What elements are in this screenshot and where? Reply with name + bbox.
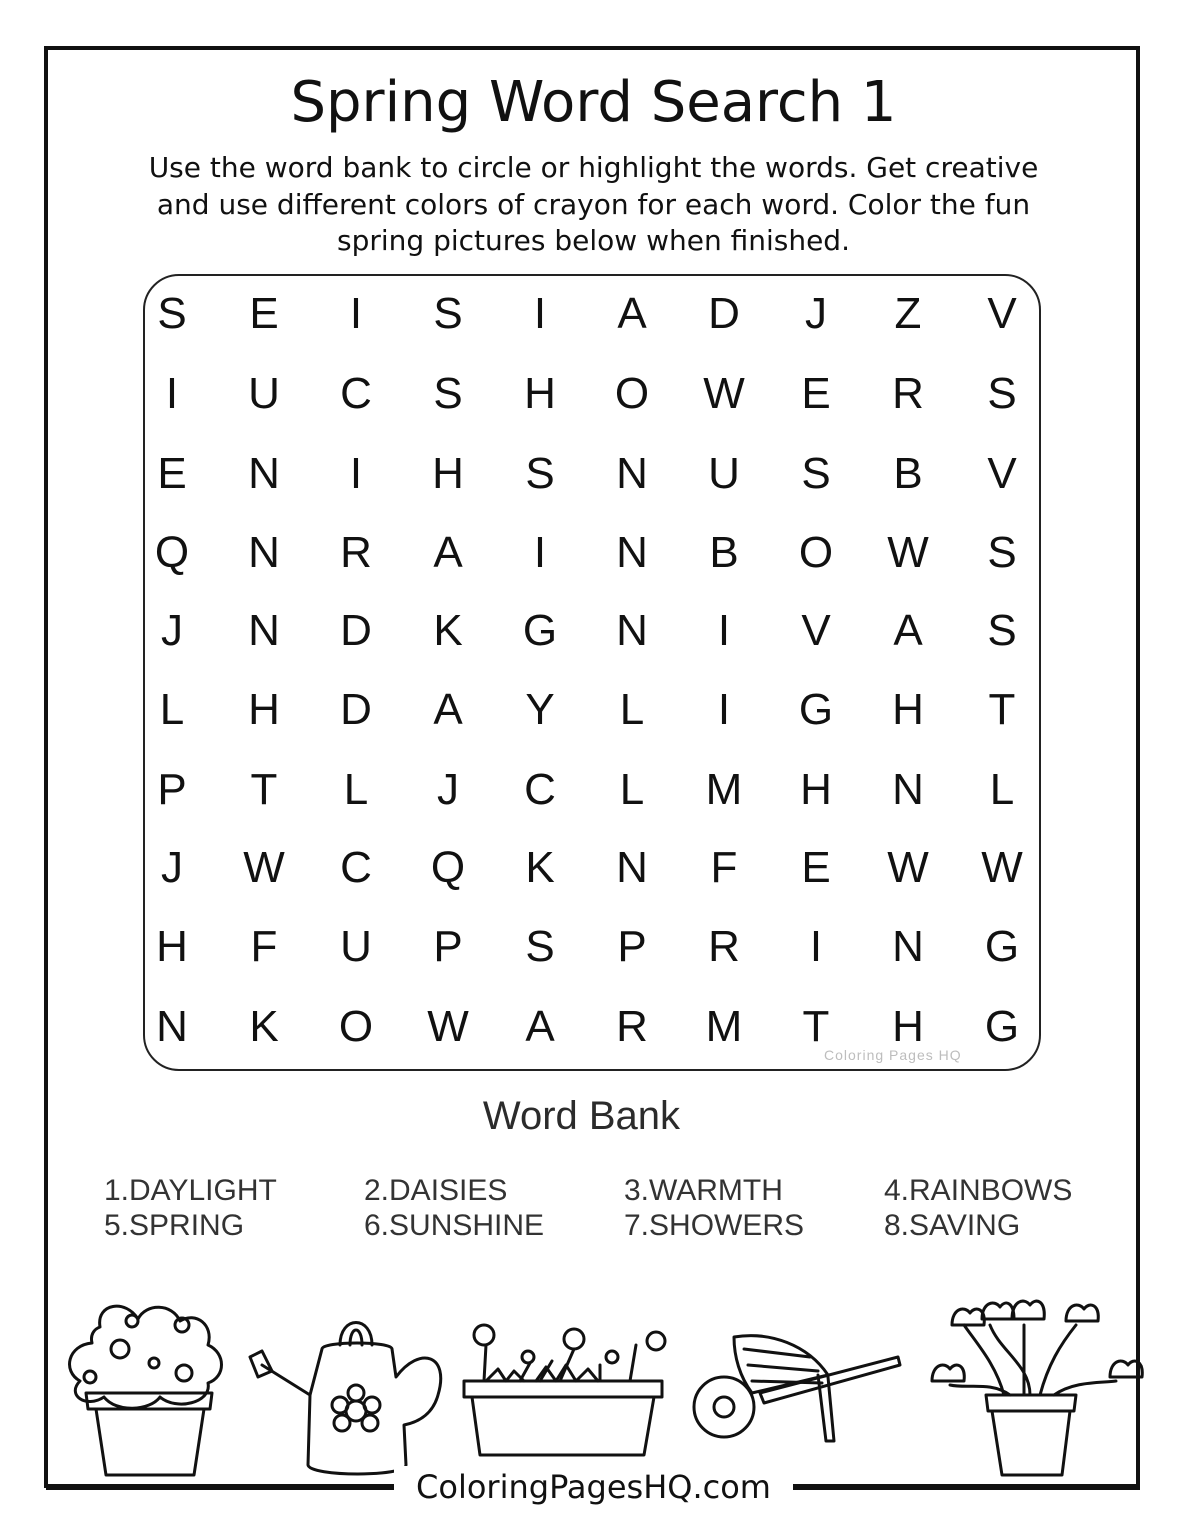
grid-letter[interactable]: K	[433, 606, 463, 655]
word-bank-item: 2.DAISIES	[364, 1174, 508, 1207]
grid-letter[interactable]: M	[705, 765, 743, 814]
instructions-line-1: Use the word bank to circle or highlight the words. Get creative	[148, 151, 1039, 184]
grid-letter[interactable]: B	[893, 449, 923, 498]
footer	[0, 1466, 1187, 1508]
grid-letter[interactable]: J	[161, 843, 183, 892]
grid-letter[interactable]: O	[798, 528, 834, 577]
grid-letter[interactable]: R	[340, 528, 372, 577]
grid-letter[interactable]: H	[248, 685, 280, 734]
grid-letter[interactable]: W	[887, 528, 929, 577]
wheelbarrow-icon	[694, 1336, 900, 1441]
grid-letter[interactable]: L	[619, 685, 645, 734]
grid-letter[interactable]: I	[717, 606, 731, 655]
grid-letter[interactable]: S	[987, 528, 1017, 577]
grid-letter[interactable]: Q	[154, 528, 190, 577]
grid-letter[interactable]: R	[892, 369, 924, 418]
grid-row	[126, 828, 1056, 908]
grid-letter[interactable]: H	[800, 765, 832, 814]
grid-letter[interactable]: P	[433, 922, 463, 971]
flower-planter-box-icon	[464, 1325, 665, 1455]
grid-letter[interactable]: E	[801, 843, 831, 892]
grid-row	[126, 274, 1056, 354]
grid-letter[interactable]: C	[340, 843, 372, 892]
grid-row	[126, 670, 1056, 750]
grid-letter[interactable]: P	[157, 765, 187, 814]
grid-letter[interactable]: L	[619, 765, 645, 814]
grid-letter[interactable]: A	[617, 289, 647, 338]
grid-letter[interactable]: W	[427, 1002, 469, 1051]
grid-letter[interactable]: N	[248, 606, 280, 655]
page-title: Spring Word Search 1	[290, 70, 897, 135]
grid-letter[interactable]: I	[533, 528, 547, 577]
grid-row	[126, 354, 1056, 434]
grid-row	[126, 907, 1056, 987]
grid-letter[interactable]: N	[616, 449, 648, 498]
grid-letter[interactable]: D	[340, 685, 372, 734]
grid-letter[interactable]: S	[987, 606, 1017, 655]
grid-letter[interactable]: A	[893, 606, 923, 655]
grid-letter[interactable]: H	[892, 1002, 924, 1051]
grid-letter[interactable]: N	[616, 843, 648, 892]
grid-letter[interactable]: P	[617, 922, 647, 971]
grid-letter[interactable]: D	[708, 289, 740, 338]
grid-letter[interactable]: N	[248, 449, 280, 498]
grid-letter[interactable]: G	[522, 606, 558, 655]
grid-letter[interactable]: W	[981, 843, 1023, 892]
grid-letter[interactable]: O	[338, 1002, 374, 1051]
grid-letter[interactable]: E	[249, 289, 279, 338]
grid-letter[interactable]: F	[250, 922, 278, 971]
tulip-bucket-icon	[932, 1301, 1142, 1475]
grid-letter[interactable]: L	[159, 685, 185, 734]
grid-letter[interactable]: G	[984, 922, 1020, 971]
grid-letter[interactable]: G	[984, 1002, 1020, 1051]
grid-letter[interactable]: U	[708, 449, 740, 498]
grid-letter[interactable]: T	[988, 685, 1016, 734]
grid-letter[interactable]: U	[248, 369, 280, 418]
grid-row	[126, 513, 1056, 593]
grid-letter[interactable]: H	[892, 685, 924, 734]
grid-letter[interactable]: R	[708, 922, 740, 971]
grid-row	[126, 434, 1056, 514]
grid-letter[interactable]: E	[801, 369, 831, 418]
grid-letter[interactable]: S	[433, 289, 463, 338]
word-search-grid	[126, 274, 1056, 1071]
grid-letter[interactable]: B	[709, 528, 739, 577]
grid-letter[interactable]: N	[156, 1002, 188, 1051]
instructions-line-3: spring pictures below when finished.	[337, 224, 850, 257]
grid-letter[interactable]: F	[710, 843, 738, 892]
grid-letter[interactable]: K	[249, 1002, 279, 1051]
grid-letter[interactable]: W	[887, 843, 929, 892]
grid-letter[interactable]: R	[616, 1002, 648, 1051]
grid-letter[interactable]: E	[157, 449, 187, 498]
grid-letter[interactable]: L	[343, 765, 369, 814]
watering-can-icon	[250, 1323, 441, 1475]
grid-letter[interactable]: S	[801, 449, 831, 498]
grid-letter[interactable]: I	[717, 685, 731, 734]
grid-letter[interactable]: T	[250, 765, 278, 814]
spring-pictures	[0, 1285, 1187, 1485]
word-bank-item: 4.RAINBOWS	[884, 1174, 1073, 1207]
grid-letter[interactable]: J	[161, 606, 183, 655]
grid-letter[interactable]: N	[616, 528, 648, 577]
grid-letter[interactable]: S	[433, 369, 463, 418]
grid-letter[interactable]: C	[524, 765, 556, 814]
grid-letter[interactable]: N	[616, 606, 648, 655]
grid-letter[interactable]: N	[248, 528, 280, 577]
grid-letter[interactable]: S	[525, 922, 555, 971]
grid-letter[interactable]: C	[340, 369, 372, 418]
grid-letter[interactable]: Y	[525, 685, 555, 734]
word-bank-item: 7.SHOWERS	[624, 1209, 805, 1242]
grid-letter[interactable]: V	[987, 449, 1017, 498]
grid-letter[interactable]: V	[987, 289, 1017, 338]
grid-row	[126, 591, 1056, 671]
grid-letter[interactable]: T	[802, 1002, 830, 1051]
grid-letter[interactable]: S	[987, 369, 1017, 418]
word-bank-item: 5.SPRING	[104, 1209, 245, 1242]
grid-letter[interactable]: V	[801, 606, 831, 655]
grid-letter[interactable]: K	[525, 843, 555, 892]
word-bank-item: 3.WARMTH	[624, 1174, 783, 1207]
footer-site-link[interactable]: ColoringPagesHQ.com	[394, 1466, 793, 1508]
grid-letter[interactable]: H	[432, 449, 464, 498]
grid-letter[interactable]: H	[156, 922, 188, 971]
grid-letter[interactable]: I	[349, 449, 363, 498]
grid-letter[interactable]: D	[340, 606, 372, 655]
grid-letter[interactable]: Z	[894, 289, 922, 338]
grid-letter[interactable]: U	[340, 922, 372, 971]
grid-letter[interactable]: N	[892, 765, 924, 814]
grid-letter[interactable]: Q	[430, 843, 466, 892]
grid-letter[interactable]: W	[243, 843, 285, 892]
grid-letter[interactable]: M	[705, 1002, 743, 1051]
grid-letter[interactable]: W	[703, 369, 745, 418]
grid-row	[126, 750, 1056, 830]
grid-letter[interactable]: A	[433, 685, 463, 734]
grid-letter[interactable]: I	[349, 289, 363, 338]
grid-letter[interactable]: G	[798, 685, 834, 734]
word-bank-title: Word Bank	[482, 1094, 681, 1138]
grid-letter[interactable]: I	[809, 922, 823, 971]
grid-letter[interactable]: L	[989, 765, 1015, 814]
grid-letter[interactable]: I	[165, 369, 179, 418]
grid-letter[interactable]: H	[524, 369, 556, 418]
word-bank-item: 6.SUNSHINE	[364, 1209, 545, 1242]
grid-letter[interactable]: N	[892, 922, 924, 971]
word-bank-item: 1.DAYLIGHT	[104, 1174, 277, 1207]
grid-letter[interactable]: S	[157, 289, 187, 338]
grid-letter[interactable]: A	[525, 1002, 555, 1051]
grid-letter[interactable]: J	[437, 765, 459, 814]
grid-letter[interactable]: S	[525, 449, 555, 498]
flower-bush-pot-icon	[70, 1306, 222, 1475]
grid-letter[interactable]: A	[433, 528, 463, 577]
word-bank-item: 8.SAVING	[884, 1209, 1021, 1242]
watermark: Coloring Pages HQ	[824, 1047, 962, 1063]
grid-letter[interactable]: J	[805, 289, 827, 338]
grid-letter[interactable]: O	[614, 369, 650, 418]
instructions	[100, 150, 1087, 260]
grid-letter[interactable]: I	[533, 289, 547, 338]
instructions-line-2: and use different colors of crayon for each word. Color the fun	[156, 187, 1031, 221]
